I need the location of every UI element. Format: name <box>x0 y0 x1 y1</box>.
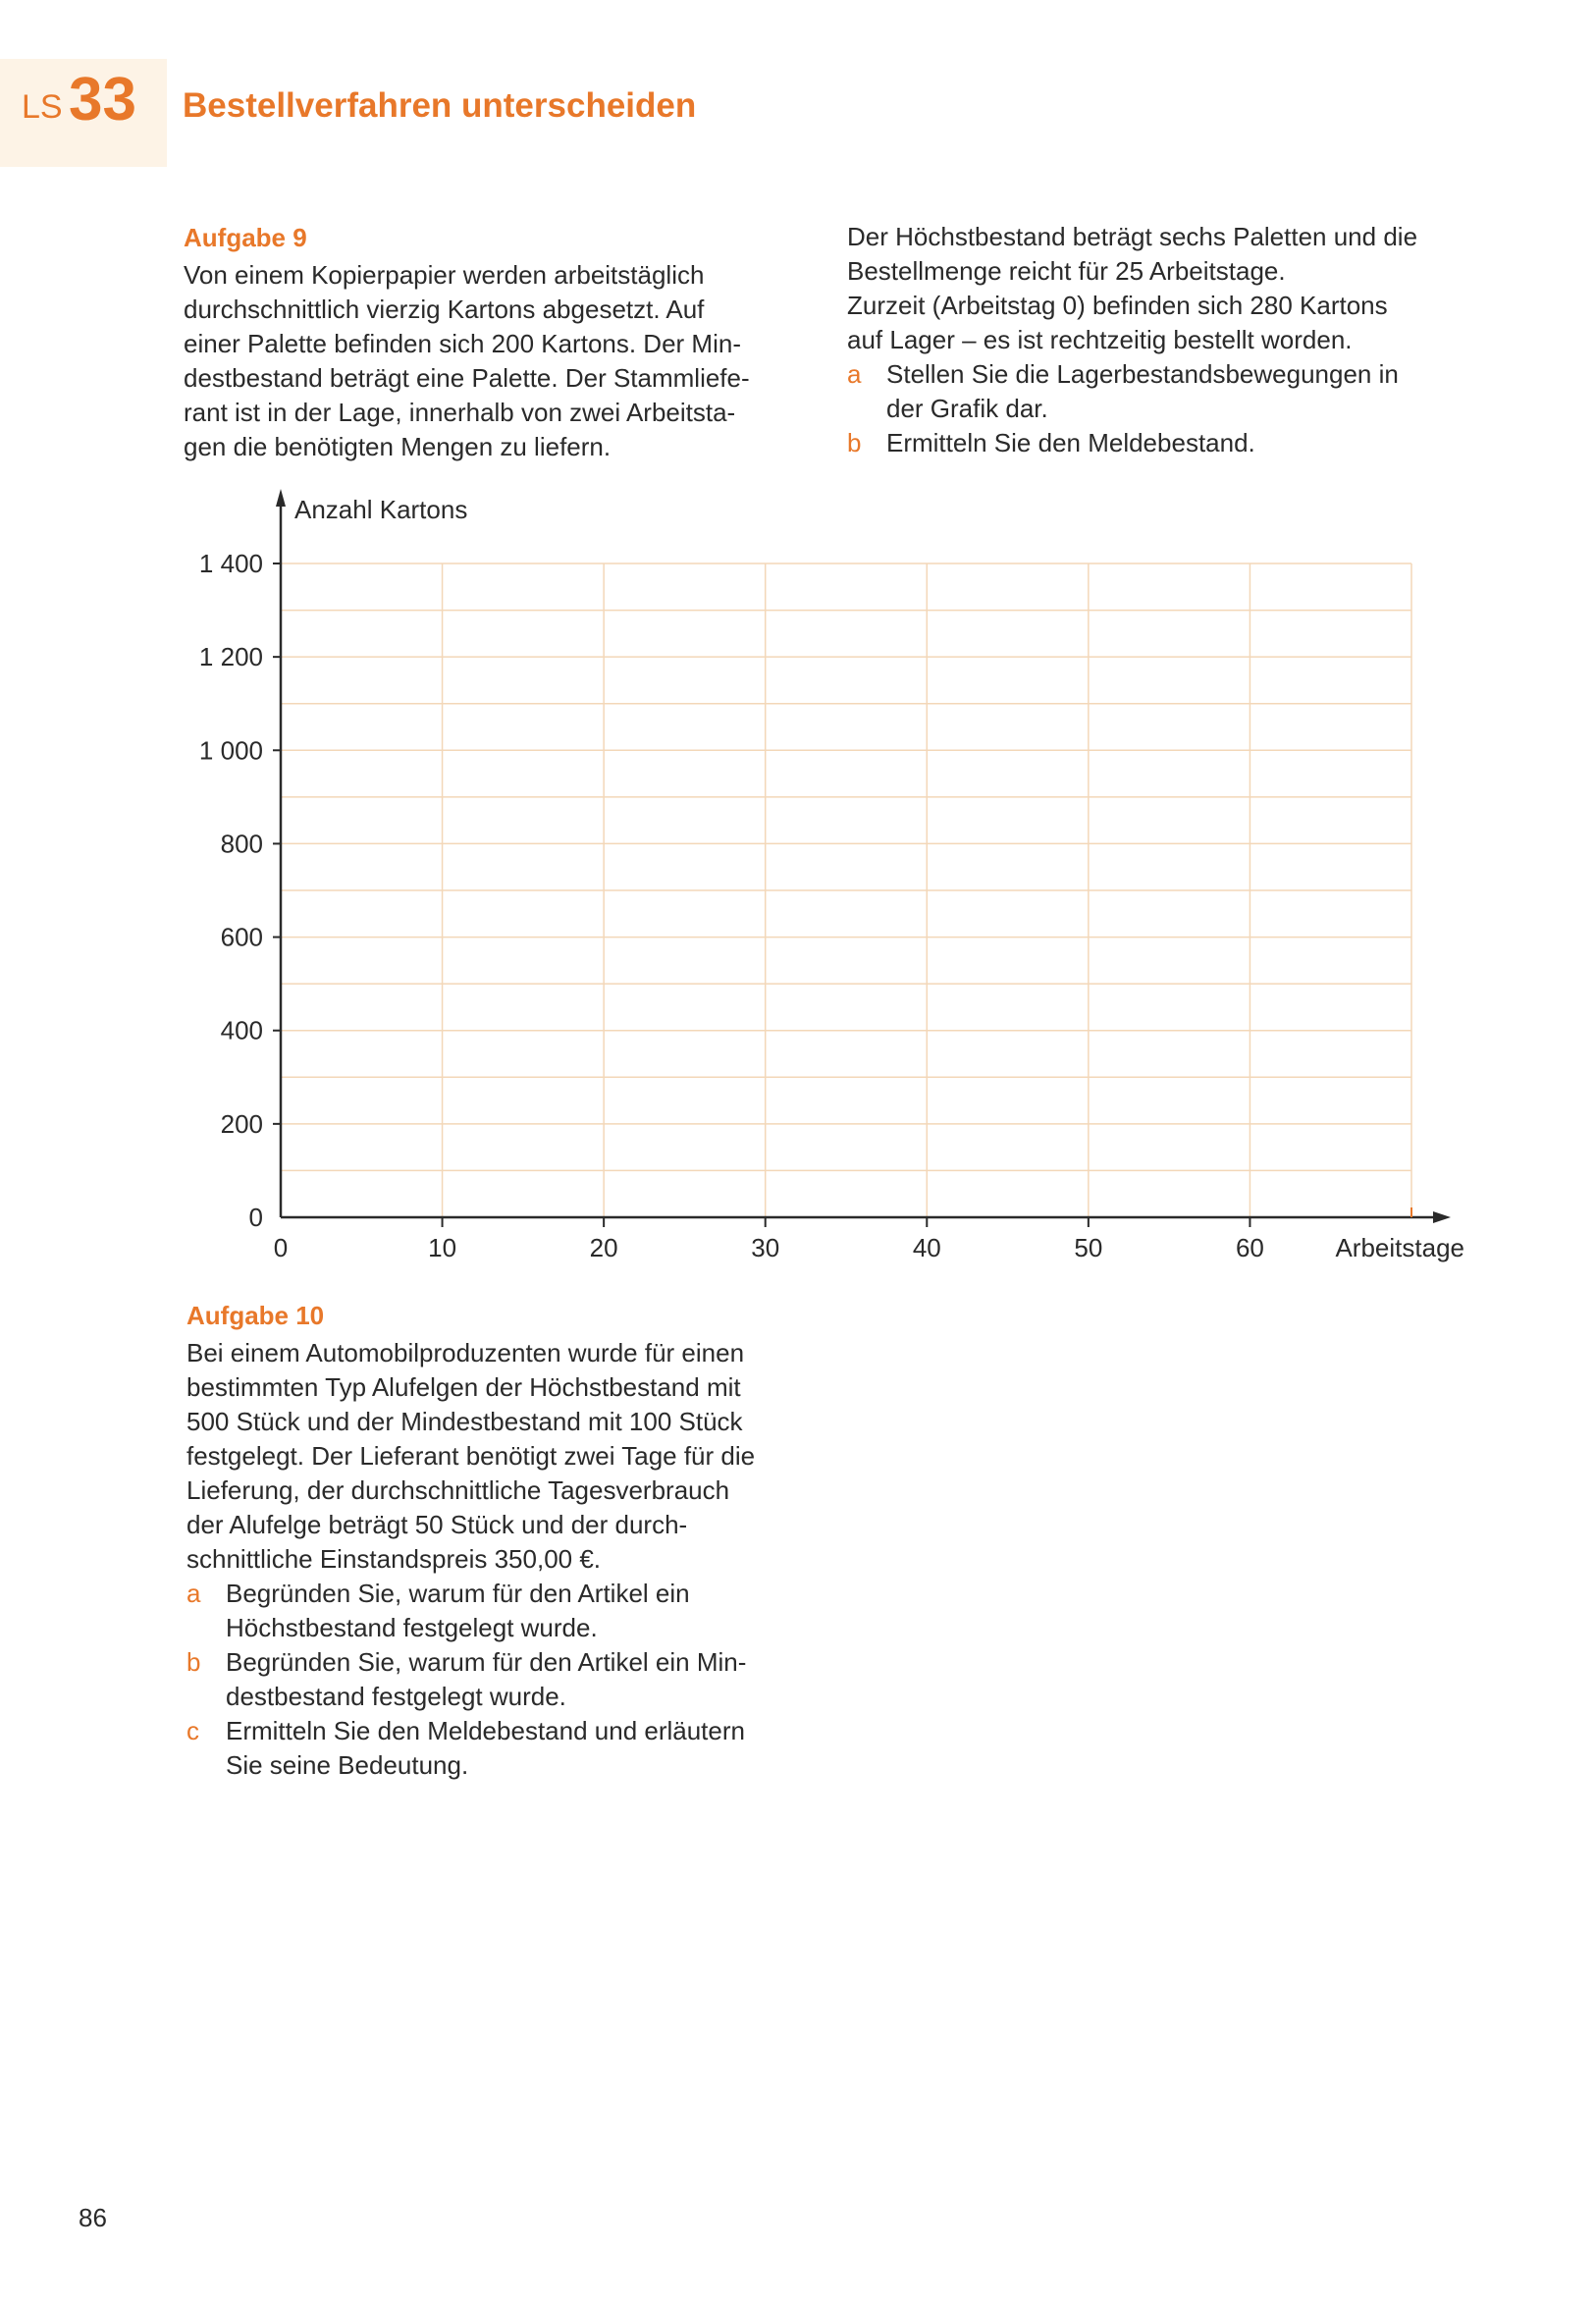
task10-item-b <box>186 1645 815 1714</box>
task10-line: bestimmten Typ Alufelgen der Höchstbestand mit <box>186 1372 741 1402</box>
task10-line: schnittliche Einstandspreis 350,00 €. <box>186 1544 602 1574</box>
y-tick-label: 0 <box>248 1203 263 1232</box>
x-tick-label: 0 <box>273 1233 289 1262</box>
task10-item-c <box>186 1714 815 1783</box>
item-letter: b <box>186 1647 201 1677</box>
item-text-line: Ermitteln Sie den Meldebestand und erläutern <box>226 1716 745 1745</box>
x-tick-label: 20 <box>589 1233 618 1262</box>
item-text-line: Höchstbestand festgelegt wurde. <box>226 1613 598 1642</box>
item-text <box>226 1577 815 1645</box>
task9-right-line: Bestellmenge reicht für 25 Arbeitstage. <box>847 256 1286 286</box>
page-number: 86 <box>79 2203 107 2232</box>
item-text-line: Begründen Sie, warum für den Artikel ein <box>226 1579 690 1608</box>
x-tick-label: 40 <box>912 1233 941 1262</box>
y-tick-label: 1 000 <box>198 735 263 766</box>
item-letter: b <box>847 428 862 457</box>
item-text <box>226 1645 815 1714</box>
task10-line: 500 Stück und der Mindestbestand mit 100 Stück <box>186 1407 743 1436</box>
task9-line: destbestand beträgt eine Palette. Der Stammliefe- <box>184 363 750 393</box>
y-tick-label: 200 <box>220 1108 263 1139</box>
stock-chart <box>147 481 1472 1286</box>
x-tick-label: 10 <box>428 1233 457 1262</box>
x-tick-label: 30 <box>751 1233 780 1262</box>
task9-right-line: Zurzeit (Arbeitstag 0) befinden sich 280 Kartons <box>847 291 1388 320</box>
chapter-title: Bestellverfahren unterscheiden <box>183 86 697 125</box>
task9-line: Von einem Kopierpapier werden arbeitstäglich <box>184 260 705 290</box>
task9-line: rant ist in der Lage, innerhalb von zwei Arbeitsta- <box>184 398 736 427</box>
y-axis-arrow <box>276 489 286 507</box>
task9-line: durchschnittlich vierzig Kartons abgesetzt. Auf <box>184 295 705 324</box>
task10-line: festgelegt. Der Lieferant benötigt zwei Tage für die <box>186 1441 756 1471</box>
task10-line: Lieferung, der durchschnittliche Tagesverbrauch <box>186 1475 730 1505</box>
task9-right-line: Der Höchstbestand beträgt sechs Paletten und die <box>847 222 1418 251</box>
y-tick-label: 400 <box>220 1015 263 1045</box>
item-text-line: der Grafik dar. <box>886 394 1048 423</box>
x-tick-label: 50 <box>1074 1233 1103 1262</box>
item-letter: a <box>847 359 862 389</box>
item-letter: a <box>186 1579 201 1608</box>
task9-right-line: auf Lager – es ist rechtzeitig bestellt worden. <box>847 325 1353 354</box>
task10-column <box>186 1300 815 1783</box>
item-text-line: destbestand festgelegt wurde. <box>226 1682 566 1711</box>
task9-right-column <box>847 220 1475 460</box>
task9-line: gen die benötigten Mengen zu liefern. <box>184 432 612 461</box>
task10-item-a <box>186 1577 815 1645</box>
item-text-line: Sie seine Bedeutung. <box>226 1750 469 1780</box>
task9-left-column <box>184 222 792 464</box>
item-text-line: Stellen Sie die Lagerbestandsbewegungen in <box>886 359 1399 389</box>
task9-item-a <box>847 357 1475 426</box>
task10-line: Bei einem Automobilproduzenten wurde für einen <box>186 1338 745 1367</box>
item-text-line: Begründen Sie, warum für den Artikel ein Min- <box>226 1647 747 1677</box>
y-tick-label: 1 200 <box>198 642 263 672</box>
x-tick-label: 60 <box>1235 1233 1264 1262</box>
chapter-number: 33 <box>69 66 136 134</box>
item-text: Ermitteln Sie den Meldebestand. <box>886 428 1255 457</box>
y-axis-label: Anzahl Kartons <box>294 495 468 524</box>
y-tick-label: 800 <box>220 829 263 859</box>
task9-item-b <box>847 426 1475 460</box>
item-letter: c <box>186 1716 199 1745</box>
chapter-prefix: LS <box>22 88 63 126</box>
x-axis-arrow <box>1433 1211 1451 1223</box>
task9-line: einer Palette befinden sich 200 Kartons. Der Min- <box>184 329 741 358</box>
item-text <box>226 1714 815 1783</box>
y-tick-label: 600 <box>220 922 263 952</box>
item-text <box>886 357 1475 426</box>
task10-heading: Aufgabe 10 <box>186 1301 325 1330</box>
task10-line: der Alufelge beträgt 50 Stück und der durch- <box>186 1510 688 1539</box>
y-tick-label: 1 400 <box>198 549 263 578</box>
x-axis-label: Arbeitstage <box>1335 1233 1464 1262</box>
task9-heading: Aufgabe 9 <box>184 223 307 252</box>
